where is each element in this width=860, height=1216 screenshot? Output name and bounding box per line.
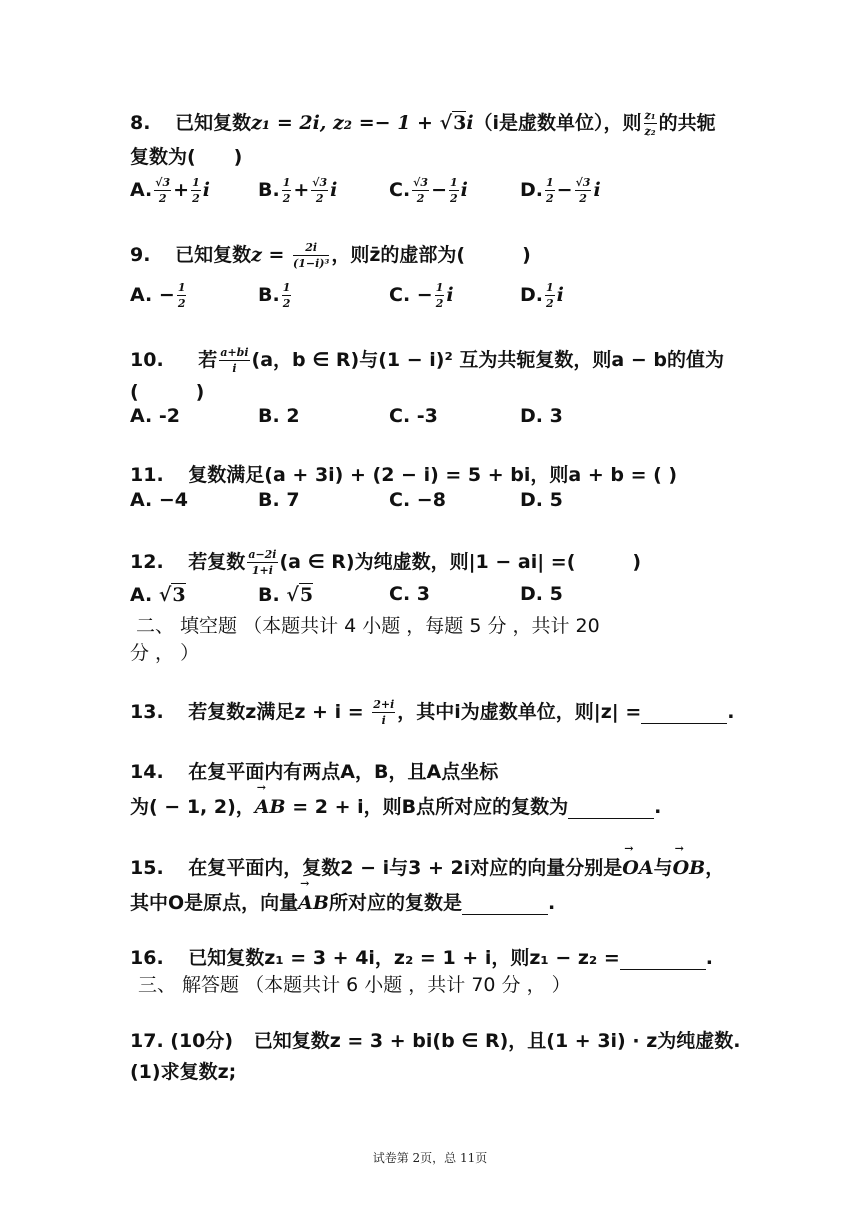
- q8-b-num2: √3: [312, 176, 328, 189]
- q8-b-num1: 1: [282, 176, 291, 189]
- q14-end: .: [654, 796, 662, 818]
- q9-option-b-label: B.: [258, 284, 280, 306]
- q8-b-den2: 2: [315, 192, 324, 205]
- q15-tail: 所对应的复数是: [328, 892, 462, 914]
- q16-text: 已知复数z₁ = 3 + 4i，z₂ = 1 + i，则z₁ − z₂ =: [188, 947, 620, 969]
- q9-d-num: 1: [546, 281, 554, 294]
- q14-text1: 在复平面内有两点A，B，且A点坐标: [188, 761, 499, 783]
- q17-number: 17. (10分): [130, 1030, 234, 1052]
- q14-line1: [130, 757, 498, 784]
- q10-number: 10.: [130, 349, 164, 371]
- q12-option-c: C. 3: [389, 583, 430, 605]
- q17-sub1: (1)求复数z;: [130, 1061, 237, 1083]
- q12-tail: (a ∈ R)为纯虚数，则|1 − ai| =( ): [279, 551, 642, 573]
- q9-frac-den: (1−i)³: [293, 257, 330, 270]
- q8-frac-num: z₁: [644, 109, 656, 122]
- q10-line2: ( ): [130, 381, 205, 403]
- q12-option-a: A. √3: [130, 584, 186, 606]
- q9-c-den: 2: [435, 297, 444, 310]
- q10-frac-den: i: [232, 362, 237, 375]
- q9-prompt: 已知复数: [175, 244, 252, 266]
- q13-end: .: [727, 701, 735, 723]
- q16-end: .: [705, 947, 714, 969]
- q11-option-c: C. −8: [389, 489, 446, 511]
- q15-answer-blank[interactable]: [462, 892, 548, 915]
- q16-line: [130, 943, 713, 970]
- q15-vector-ab: → AB: [298, 892, 329, 914]
- q11-text: 复数满足(a + 3i) + (2 − i) = 5 + bi，则a + b = ( ): [188, 464, 678, 486]
- q8-d-op: −: [556, 179, 573, 201]
- q8-line2: 复数为( ): [130, 146, 243, 168]
- q8-d-num2: √3: [575, 176, 591, 189]
- q15-pre: 在复平面内，复数2 − i与3 + 2i对应的向量分别是: [188, 857, 623, 879]
- q11-option-d: D. 5: [520, 489, 563, 511]
- q12-b-sqrt: 5: [299, 584, 314, 606]
- q9-frac-num: 2i: [293, 242, 329, 256]
- q13-number: 13.: [130, 701, 164, 723]
- q8-d-den2: 2: [579, 192, 587, 205]
- q8-option-a-label: A.: [130, 179, 153, 201]
- q15-vector-ob: → OB: [673, 857, 706, 879]
- q12-option-a-label: A.: [130, 584, 159, 606]
- q13-answer-blank[interactable]: [641, 701, 727, 724]
- q13-line: [130, 697, 735, 726]
- q8-d-den1: 2: [546, 192, 554, 205]
- q8-sqrt: 3: [453, 112, 467, 134]
- q8-option-b: [258, 177, 337, 204]
- q15-number: 15.: [130, 857, 164, 879]
- q16-number: 16.: [130, 947, 164, 969]
- q13-frac-num: 2+i: [373, 698, 395, 711]
- q8-option-d: [520, 177, 601, 204]
- q8-b-den1: 2: [282, 192, 291, 205]
- q9-option-a-label: A. −: [130, 284, 175, 306]
- q9-option-a: [130, 282, 188, 309]
- q11-option-a: A. −4: [130, 489, 189, 511]
- q10-option-a: A. -2: [130, 405, 180, 427]
- q14-number: 14.: [130, 761, 164, 783]
- q8-a-num1: √3: [155, 176, 171, 189]
- q8-option-c: [389, 177, 468, 204]
- q8-i: i: [466, 112, 474, 134]
- q15-line1: [130, 853, 724, 880]
- page-footer: 试卷第 2页，总 11页: [372, 1151, 488, 1165]
- q14-tail: = 2 + i，则B点所对应的复数为: [285, 796, 569, 818]
- q17-line: [130, 1026, 740, 1053]
- q8-vars: z₁ = 2i, z₂ =− 1 +: [251, 112, 440, 134]
- q8-a-den2: 2: [192, 192, 200, 205]
- q8-c-op: −: [431, 179, 447, 201]
- q9-option-d-label: D.: [520, 284, 543, 306]
- q12-option-b: B. √5: [258, 584, 314, 606]
- q11-option-b: B. 7: [258, 489, 300, 511]
- q14-vector-ab: → AB: [255, 796, 286, 818]
- q12-frac-num: a−2i: [248, 548, 277, 561]
- q8-b-i: i: [330, 179, 338, 201]
- q12-option-d: D. 5: [520, 583, 563, 605]
- section2-heading: 二、 填空题 （本题共计 4 小题 ，每题 5 分 ，共计 20: [136, 615, 600, 637]
- q8-frac-den: z₂: [644, 125, 656, 138]
- q12-a-sqrt: 3: [172, 584, 186, 606]
- q9-a-num: 1: [177, 281, 186, 294]
- q9-b-den: 2: [282, 297, 291, 310]
- q8-b-op: +: [293, 179, 310, 201]
- q8-a-num2: 1: [192, 176, 200, 189]
- q14-line2: [130, 792, 661, 819]
- q17-text: 已知复数z = 3 + bi(b ∈ R)，且(1 + 3i) · z为纯虚数.: [253, 1030, 741, 1052]
- q8-d-i: i: [593, 179, 601, 201]
- q14-pre: 为( − 1, 2)，: [130, 796, 255, 818]
- q8-option-c-label: C.: [389, 179, 411, 201]
- q9-z-eq: z =: [251, 244, 292, 266]
- q10-option-b: B. 2: [258, 405, 300, 427]
- q8-option-a: [130, 177, 210, 204]
- section2-heading-cont: 分 ， ）: [130, 642, 200, 664]
- q8-d-num1: 1: [546, 176, 554, 189]
- q13-tail: ，其中i为虚数单位，则|z| =: [397, 701, 642, 723]
- q9-option-c-label: C. −: [389, 284, 433, 306]
- q9-tail: ，则z̄的虚部为( ): [331, 244, 531, 266]
- q9-a-den: 2: [177, 297, 186, 310]
- q8-a-den1: 2: [158, 192, 167, 205]
- q8-a-op: +: [173, 179, 190, 201]
- q8-tail: 的共轭: [658, 112, 716, 134]
- q13-frac-den: i: [381, 714, 386, 727]
- q10-option-d: D. 3: [520, 405, 563, 427]
- q8-c-i: i: [460, 179, 468, 201]
- q10-pre: 若: [198, 349, 218, 371]
- q9-b-num: 1: [282, 281, 291, 294]
- q15-mid: 与: [653, 857, 673, 879]
- q9-line: [130, 240, 531, 269]
- q10-option-c: C. -3: [389, 405, 438, 427]
- q8-c-num1: √3: [413, 176, 429, 189]
- q8-a-i: i: [202, 179, 210, 201]
- q9-option-b: [258, 282, 293, 309]
- q13-pre: 若复数z满足z + i =: [188, 701, 371, 723]
- q12-pre: 若复数: [188, 551, 246, 573]
- q10-mid: (a，b ∈ R)与(1 − i)² 互为共轭复数，则a − b的值为: [251, 349, 724, 371]
- q11-number: 11.: [130, 464, 164, 486]
- q15-line2: [130, 888, 555, 915]
- q8-option-d-label: D.: [520, 179, 543, 201]
- q15-line1-end: ，: [705, 857, 725, 879]
- q11-line: [130, 460, 677, 487]
- q8-paren: （i是虚数单位），则: [473, 112, 642, 134]
- q12-number: 12.: [130, 551, 164, 573]
- q10-frac-num: a+bi: [220, 346, 249, 359]
- q15-vector-oa: → OA: [622, 857, 653, 879]
- q16-answer-blank[interactable]: [620, 947, 706, 970]
- q9-option-c: C. − $\frac{1}{2}$ i: [389, 281, 454, 310]
- q8-option-b-label: B.: [258, 179, 280, 201]
- q8-number: 8.: [130, 112, 151, 134]
- section3-heading: 三、 解答题 （本题共计 6 小题 ，共计 70 分 ， ）: [138, 974, 571, 996]
- q9-option-d: D. $\frac{1}{2}$ i: [520, 281, 564, 310]
- q8-line1: 8. 已知复数z₁ = 2i, z₂ =− 1 + √3i（i是虚数单位），则 $\frac{\text{z₁}}{\text{z₂}}$ 的共轭: [130, 109, 716, 138]
- q12-frac-den: 1+i: [251, 564, 273, 577]
- q8-c-den2: 2: [449, 192, 458, 205]
- q15-end: .: [547, 892, 556, 914]
- q9-c-num: 1: [435, 281, 444, 294]
- q14-answer-blank[interactable]: [568, 796, 654, 819]
- q9-number: 9.: [130, 244, 151, 266]
- q9-d-den: 2: [546, 297, 554, 310]
- q8-c-num2: 1: [449, 176, 458, 189]
- q8-c-den1: 2: [416, 192, 425, 205]
- q12-line: [130, 547, 641, 576]
- q15-pre2: 其中O是原点，向量: [130, 892, 299, 914]
- q8-prompt: 已知复数: [175, 112, 252, 134]
- q12-option-b-label: B.: [258, 584, 287, 606]
- q10-line1: [130, 345, 724, 374]
